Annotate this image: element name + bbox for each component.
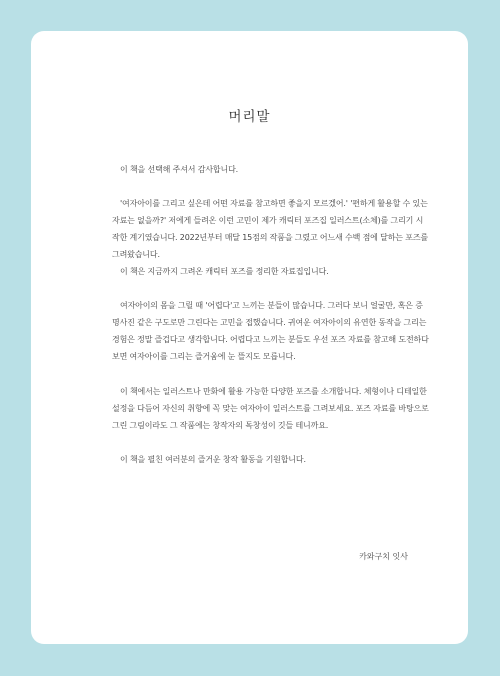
paragraph-text: 이 책은 지금까지 그려온 캐릭터 포즈를 정리한 자료집입니다. (120, 267, 329, 277)
paragraph-text: 이 책을 선택해 주셔서 감사합니다. (120, 165, 239, 174)
paragraph-text: 이 책을 펼친 여러분의 즐거운 창작 활동을 기원합니다. (120, 454, 306, 464)
preface-page (31, 31, 468, 644)
page-title: 머리말 (228, 109, 271, 125)
paragraph-difficulty (112, 297, 430, 365)
paragraph-wishes (112, 451, 430, 468)
paragraph-collection (112, 263, 430, 280)
author-signature: 카와구치 잇사 (359, 552, 408, 561)
paragraph-contents (112, 383, 430, 434)
paragraph-text: '여자아이를 그리고 싶은데 어떤 자료를 참고하면 좋을지 모르겠어.' '편하게 활용할 수 있는 자료는 없을까?' 저에게 들려온 이런 고민이 제가 캐릭터 포즈집 일러스트(소체)를 그리기 시작한 계기였습니다. 2022년부터 매달 15점의 작품을 그렸고 어느새 수백 점에 달하는 포즈를 그려왔습니다. (112, 199, 429, 260)
preface-body (112, 161, 430, 468)
paragraph-motivation (112, 195, 430, 263)
paragraph-text: 이 책에서는 일러스트나 만화에 활용 가능한 다양한 포즈를 소개합니다. 체형이나 디테일한 설정을 다듬어 자신의 취향에 꼭 맞는 여자아이 일러스트를 그려보세요. 포즈 자료를 바탕으로 그린 그림이라도 그 작품에는 창작자의 독창성이 깃들 테니까요. (112, 386, 429, 430)
paragraph-text: 여자아이의 몸을 그릴 때 '어렵다'고 느끼는 분들이 많습니다. 그러다 보니 얼굴만, 혹은 증명사진 같은 구도로만 그린다는 고민을 접했습니다. 귀여운 여자아이의 유연한 동작을 그리는 경험은 정말 즐겁다고 생각합니다. 어렵다고 느끼는 분들도 우선 포즈 자료를 참고해 도전하다 보면 여자아이를 그리는 즐거움에 눈 뜰지도 모릅니다. (112, 301, 429, 362)
paragraph-thanks (112, 161, 430, 178)
